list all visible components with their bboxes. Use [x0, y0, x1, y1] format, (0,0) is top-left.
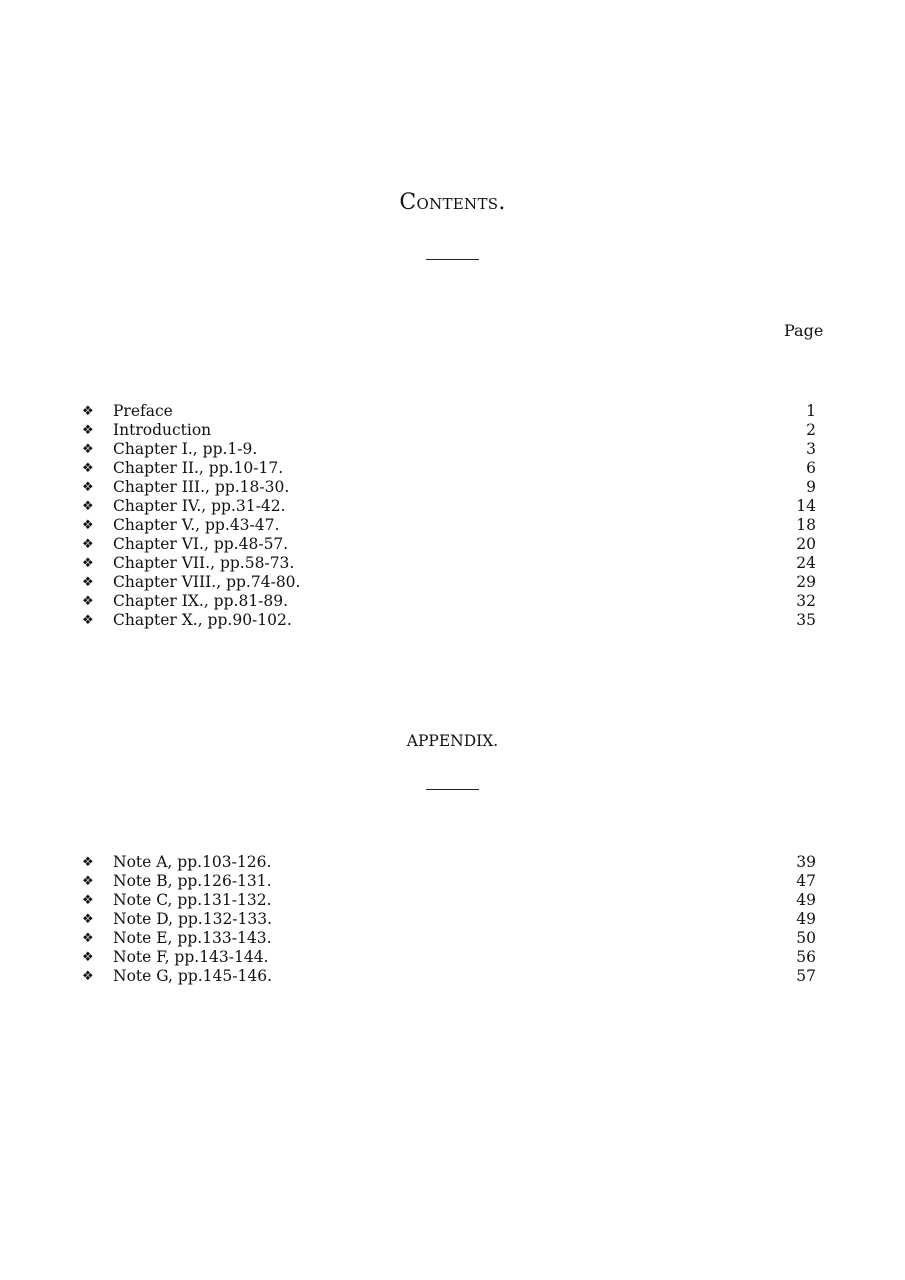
bullet-diamond-icon: ❖ — [82, 442, 94, 457]
contents-entry-page: 6 — [806, 459, 816, 477]
contents-item — [0, 554, 905, 573]
bullet-diamond-icon: ❖ — [82, 537, 94, 552]
appendix-item — [0, 948, 905, 967]
contents-entry-label: Chapter II., pp.10-17. — [113, 459, 284, 477]
bullet-diamond-icon: ❖ — [82, 855, 94, 870]
bullet-diamond-icon: ❖ — [82, 461, 94, 476]
contents-entry-label: Chapter IX., pp.81-89. — [113, 592, 289, 610]
bullet-diamond-icon: ❖ — [82, 950, 94, 965]
contents-entry-page: 18 — [796, 516, 816, 534]
appendix-item — [0, 910, 905, 929]
bullet-diamond-icon: ❖ — [82, 518, 94, 533]
appendix-item — [0, 929, 905, 948]
contents-entry-page: 29 — [796, 573, 816, 591]
page-column-header: Page — [784, 321, 824, 340]
contents-entry-page: 35 — [796, 611, 816, 629]
contents-entry-page: 20 — [796, 535, 816, 553]
bullet-diamond-icon: ❖ — [82, 423, 94, 438]
appendix-item — [0, 853, 905, 872]
contents-item — [0, 421, 905, 440]
bullet-diamond-icon: ❖ — [82, 912, 94, 927]
appendix-entry-label: Note D, pp.132-133. — [113, 910, 273, 928]
contents-entry-label: Introduction — [113, 421, 212, 439]
appendix-entry-page: 56 — [796, 948, 816, 966]
contents-entry-page: 24 — [796, 554, 816, 572]
bullet-diamond-icon: ❖ — [82, 874, 94, 889]
contents-entry-label: Preface — [113, 402, 173, 420]
contents-entry-label: Chapter VIII., pp.74-80. — [113, 573, 301, 591]
appendix-entry-page: 49 — [796, 910, 816, 928]
contents-item — [0, 573, 905, 592]
appendix-entry-page: 39 — [796, 853, 816, 871]
bullet-diamond-icon: ❖ — [82, 556, 94, 571]
contents-item — [0, 459, 905, 478]
appendix-heading: APPENDIX. — [406, 732, 499, 750]
title-divider — [426, 259, 479, 260]
bullet-diamond-icon: ❖ — [82, 893, 94, 908]
appendix-entry-label: Note B, pp.126-131. — [113, 872, 272, 890]
contents-item — [0, 402, 905, 421]
bullet-diamond-icon: ❖ — [82, 480, 94, 495]
contents-entry-page: 3 — [806, 440, 816, 458]
appendix-divider — [426, 789, 479, 790]
appendix-item — [0, 891, 905, 910]
contents-item — [0, 611, 905, 630]
appendix-entry-page: 50 — [796, 929, 816, 947]
appendix-item — [0, 967, 905, 986]
contents-entry-page: 14 — [796, 497, 816, 515]
contents-entry-label: Chapter IV., pp.31-42. — [113, 497, 286, 515]
bullet-diamond-icon: ❖ — [82, 931, 94, 946]
bullet-diamond-icon: ❖ — [82, 594, 94, 609]
appendix-entry-label: Note A, pp.103-126. — [113, 853, 272, 871]
bullet-diamond-icon: ❖ — [82, 499, 94, 514]
contents-item — [0, 497, 905, 516]
contents-entry-page: 1 — [806, 402, 816, 420]
contents-entry-label: Chapter I., pp.1-9. — [113, 440, 258, 458]
contents-entry-label: Chapter X., pp.90-102. — [113, 611, 292, 629]
appendix-entry-label: Note E, pp.133-143. — [113, 929, 272, 947]
contents-entry-label: Chapter III., pp.18-30. — [113, 478, 290, 496]
contents-entry-page: 9 — [806, 478, 816, 496]
contents-item — [0, 516, 905, 535]
appendix-entry-label: Note G, pp.145-146. — [113, 967, 273, 985]
appendix-entry-page: 49 — [796, 891, 816, 909]
contents-list — [0, 402, 905, 630]
contents-item — [0, 478, 905, 497]
appendix-entry-page: 57 — [796, 967, 816, 985]
contents-item — [0, 535, 905, 554]
appendix-entry-label: Note C, pp.131-132. — [113, 891, 272, 909]
contents-entry-label: Chapter VI., pp.48-57. — [113, 535, 289, 553]
contents-entry-label: Chapter V., pp.43-47. — [113, 516, 280, 534]
appendix-item — [0, 872, 905, 891]
page-title: Contents. — [399, 190, 506, 215]
appendix-list — [0, 853, 905, 986]
bullet-diamond-icon: ❖ — [82, 613, 94, 628]
bullet-diamond-icon: ❖ — [82, 969, 94, 984]
contents-item — [0, 592, 905, 611]
bullet-diamond-icon: ❖ — [82, 575, 94, 590]
contents-entry-page: 32 — [796, 592, 816, 610]
contents-entry-label: Chapter VII., pp.58-73. — [113, 554, 295, 572]
bullet-diamond-icon: ❖ — [82, 404, 94, 419]
appendix-entry-label: Note F, pp.143-144. — [113, 948, 269, 966]
appendix-entry-page: 47 — [796, 872, 816, 890]
contents-entry-page: 2 — [806, 421, 816, 439]
contents-item — [0, 440, 905, 459]
